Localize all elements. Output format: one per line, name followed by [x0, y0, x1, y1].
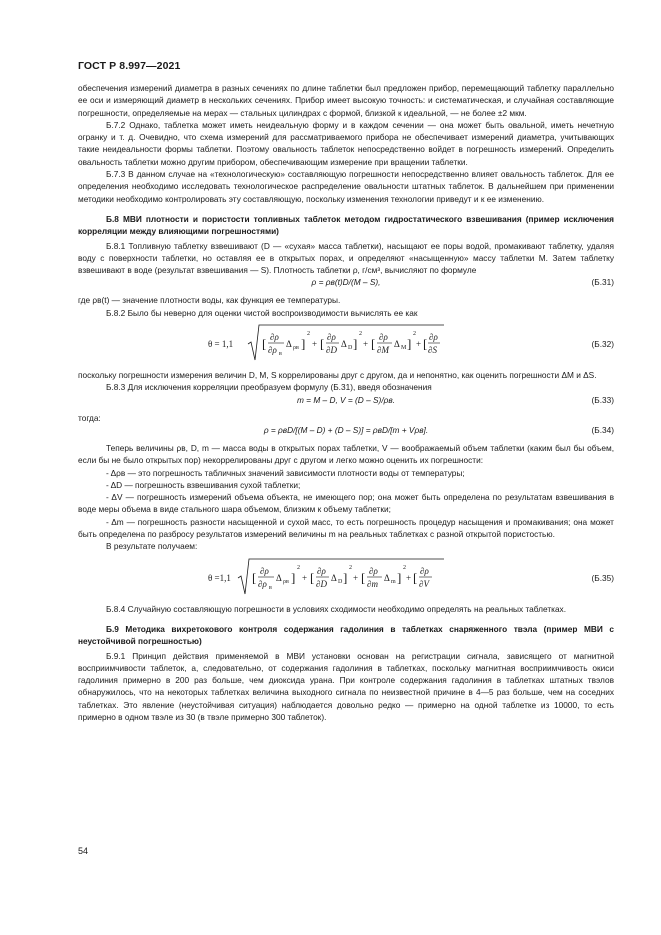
svg-text:+: + — [353, 572, 359, 583]
svg-text:в: в — [279, 351, 282, 358]
svg-text:∂ρ: ∂ρ — [258, 578, 267, 589]
svg-text:2: 2 — [307, 331, 310, 338]
svg-text:m: m — [391, 578, 396, 585]
svg-text:∂ρ: ∂ρ — [268, 345, 277, 356]
paragraph-b8-1: Б.8.1 Топливную таблетку взвешивают (D — «сухая» масса таблетки), насыщают ее поры водой, промакивают таблетку, удаляя воду с поверхности таблетки, но оставляя ее в открытых порах, и определяют «насыщенную» массу таблетки M. Затем таблетку взвешивают в воде (результат взвешивания — S). Плотность таблетки ρ, г/см³, вычисляют по формуле — [78, 240, 614, 276]
formula-b31 — [78, 276, 614, 294]
paragraph-b8-2: Б.8.2 Было бы неверно для оценки чистой воспроизводимости вычислять ее как — [106, 307, 418, 318]
section-heading-b9: Б.9 Методика вихретокового контроля содержания гадолиния в таблетках снаряженного твэла (пример МВИ с неустойчивой погрешностью) — [78, 623, 614, 647]
svg-text:∂ρ: ∂ρ — [369, 565, 378, 576]
svg-text:∂ρ: ∂ρ — [327, 332, 336, 343]
svg-text:]: ] — [407, 336, 412, 352]
svg-text:[: [ — [252, 569, 257, 585]
svg-text:[: [ — [310, 569, 315, 585]
svg-text:∂S: ∂S — [428, 345, 437, 356]
svg-text:Δ: Δ — [286, 339, 292, 350]
svg-text:∂D: ∂D — [316, 578, 327, 589]
svg-text:]: ] — [397, 569, 402, 585]
svg-text:2: 2 — [349, 564, 352, 571]
document-page — [78, 0, 614, 935]
svg-text:∂ρ: ∂ρ — [317, 565, 326, 576]
document-body — [78, 82, 614, 723]
svg-text:[: [ — [361, 569, 366, 585]
formula-b35-number: (Б.35) — [591, 572, 614, 583]
formula-b35 — [78, 556, 614, 600]
list-item-delta-m: - Δm — погрешность разности насыщенной и сухой масс, то есть погрешность процедур насыщения и промакивания; она может быть определена по разбросу результатов измерений величины m на реальных таблетках с разной открытой пористостью. — [78, 516, 614, 540]
svg-text:∂D: ∂D — [326, 345, 337, 356]
svg-text:]: ] — [343, 569, 348, 585]
svg-text:∂ρ: ∂ρ — [429, 332, 438, 343]
svg-text:+: + — [416, 339, 422, 350]
paragraph-b7-intro: обеспечения измерений диаметра в разных сечениях по длине таблетки был предложен прибор, перемещающий таблетку параллельно ее оси и измеряющий диаметр в нескольких сечениях. Прибор имеет высокую точность: и систематическая, и случайная составляющие погрешности, определяемые на мерах — стальных цилиндрах с формой, близкой к идеальной, — не более ±2 мкм. — [78, 83, 614, 118]
svg-text:[: [ — [423, 336, 428, 352]
list-item-delta-rho: - Δρв — это погрешность табличных значений зависимости плотности воды от температуры; — [106, 467, 465, 478]
svg-text:+: + — [406, 572, 412, 583]
svg-text:∂m: ∂m — [367, 578, 378, 589]
svg-text:+: + — [302, 572, 308, 583]
list-item-delta-d: - ΔD — погрешность взвешивания сухой таблетки; — [106, 479, 301, 490]
formula-b35-graphic — [208, 556, 458, 600]
svg-text:θ = 1,1: θ = 1,1 — [208, 339, 234, 350]
paragraph-b9-1: Б.9.1 Принцип действия применяемой в МВИ установки основан на регистрации сигнала, зависящего от магнитной восприимчивости таблеток, а, следовательно, от содержания гадолиния в таблетках, поскольку магнитная восприимчивость окиси гадолиния примерно в 200 раз больше, чем диоксида урана. При контроле содержания гадолиния в таблетках штатных твэлов обнаружилось, что на некоторых таблетках величина выходного сигнала по неизвестной причине в 4—5 раз больше, чем на соседних таблетках. Это явление (неустойчивая ситуация) наблюдается довольно редко — примерно на одной таблетке из 10000, то есть примерно в одном твэле из 30 (в твэле примерно 300 таблеток). — [78, 650, 614, 722]
formula-b32 — [78, 322, 614, 366]
svg-text:Δ: Δ — [276, 572, 282, 583]
svg-text:2: 2 — [403, 564, 406, 571]
svg-text:∂ρ: ∂ρ — [420, 565, 429, 576]
formula-b34 — [78, 424, 614, 442]
svg-text:2: 2 — [297, 564, 300, 571]
formula-b34-text: ρ = ρвD/[(M – D) + (D – S)] = ρвD/[m + Vρв]. — [263, 424, 429, 435]
svg-text:Δ: Δ — [384, 572, 390, 583]
svg-text:[: [ — [320, 336, 325, 352]
svg-text:∂ρ: ∂ρ — [260, 565, 269, 576]
svg-text:∂V: ∂V — [419, 578, 429, 589]
svg-text:ρв: ρв — [293, 345, 299, 352]
paragraph-water-density: где ρв(t) — значение плотности воды, как функция ее температуры. — [78, 295, 341, 306]
svg-text:[: [ — [371, 336, 376, 352]
formula-b32-number: (Б.32) — [591, 339, 614, 350]
formula-b32-graphic — [208, 322, 448, 366]
svg-text:θ =1,1: θ =1,1 — [208, 572, 231, 583]
svg-text:+: + — [363, 339, 369, 350]
svg-text:D: D — [348, 345, 353, 352]
page-header-title: ГОСТ Р 8.997—2021 — [78, 60, 181, 72]
paragraph-b7-2: Б.7.2 Однако, таблетка может иметь неидеальную форму и в каждом сечении — она может быть овальной, иметь нечетную огранку и т. д. Очевидно, что схема измерений для рассматриваемого прибора не обеспечивает измерений диаметра, учитывающих такие неидеальности формы таблетки. Поэтому овальность таблеток непосредственно войдет в погрешность измерений. Определить овальность таблетки можно другим прибором, обеспечивающим измерение при вращении таблетки. — [78, 119, 614, 167]
list-item-delta-v: - ΔV — погрешность измерений объема объекта, не имеющего пор; она может быть определена по результатам взвешивания в воде меры объема в виде стального шара объемом, близким к объему таблетки; — [78, 492, 614, 515]
svg-text:∂M: ∂M — [377, 345, 389, 356]
svg-text:2: 2 — [359, 331, 362, 338]
svg-text:]: ] — [353, 336, 358, 352]
svg-text:]: ] — [301, 336, 306, 352]
formula-b33 — [78, 394, 614, 412]
section-heading-b8: Б.8 МВИ плотности и пористости топливных таблеток методом гидростатического взвешивания (пример исключения корреляции между влияющими погрешностями) — [78, 213, 614, 237]
formula-b33-text: m = M – D, V = (D – S)/ρв. — [296, 394, 396, 405]
paragraph-b8-3: Б.8.3 Для исключения корреляции преобразуем формулу (Б.31), введя обозначения — [106, 382, 432, 393]
svg-text:∂ρ: ∂ρ — [270, 332, 279, 343]
svg-text:Δ: Δ — [331, 572, 337, 583]
paragraph-b7-3: Б.7.3 В данном случае на «технологическую» составляющую погрешности непосредственно влияет овальность таблеток. Для ее определения необходимо исследовать технологическое распределение овальности штатных таблеток. В дальнейшем при применении методики необходимо контролировать эту составляющую, поскольку изменения технологии приведут и к ее изменению. — [78, 169, 614, 204]
paragraph-variables: Теперь величины ρв, D, m — масса воды в открытых порах таблетки, V — воображаемый объем таблетки (каким был бы объем, если бы не было открытых пор) некоррелированы друг с другом и легко можно оценить их погрешности: — [78, 442, 614, 466]
svg-text:[: [ — [413, 569, 418, 585]
svg-text:в: в — [269, 584, 272, 591]
svg-text:M: M — [401, 345, 407, 352]
label-togda: тогда: — [78, 412, 101, 423]
formula-b33-number: (Б.33) — [591, 394, 614, 405]
paragraph-result: В результате получаем: — [106, 541, 198, 552]
formula-b34-number: (Б.34) — [591, 424, 614, 435]
svg-text:Δ: Δ — [341, 339, 347, 350]
svg-text:Δ: Δ — [394, 339, 400, 350]
formula-b31-text: ρ = ρв(t)D/(M – S), — [311, 277, 381, 288]
paragraph-correlation: поскольку погрешности измерения величин D, M, S коррелированы друг с другом, да и непонятно, как оценить погрешности ΔM и ΔS. — [78, 370, 597, 381]
svg-text:2: 2 — [413, 331, 416, 338]
svg-text:∂ρ: ∂ρ — [379, 332, 388, 343]
page-number: 54 — [78, 846, 89, 856]
paragraph-b8-4: Б.8.4 Случайную составляющую погрешности в условиях сходимости необходимо определять на реальных таблетках. — [106, 603, 567, 614]
svg-text:ρв: ρв — [283, 578, 289, 585]
svg-text:[: [ — [262, 336, 267, 352]
svg-text:+: + — [312, 339, 318, 350]
svg-text:]: ] — [291, 569, 296, 585]
formula-b31-number: (Б.31) — [591, 277, 614, 288]
svg-text:D: D — [338, 578, 343, 585]
